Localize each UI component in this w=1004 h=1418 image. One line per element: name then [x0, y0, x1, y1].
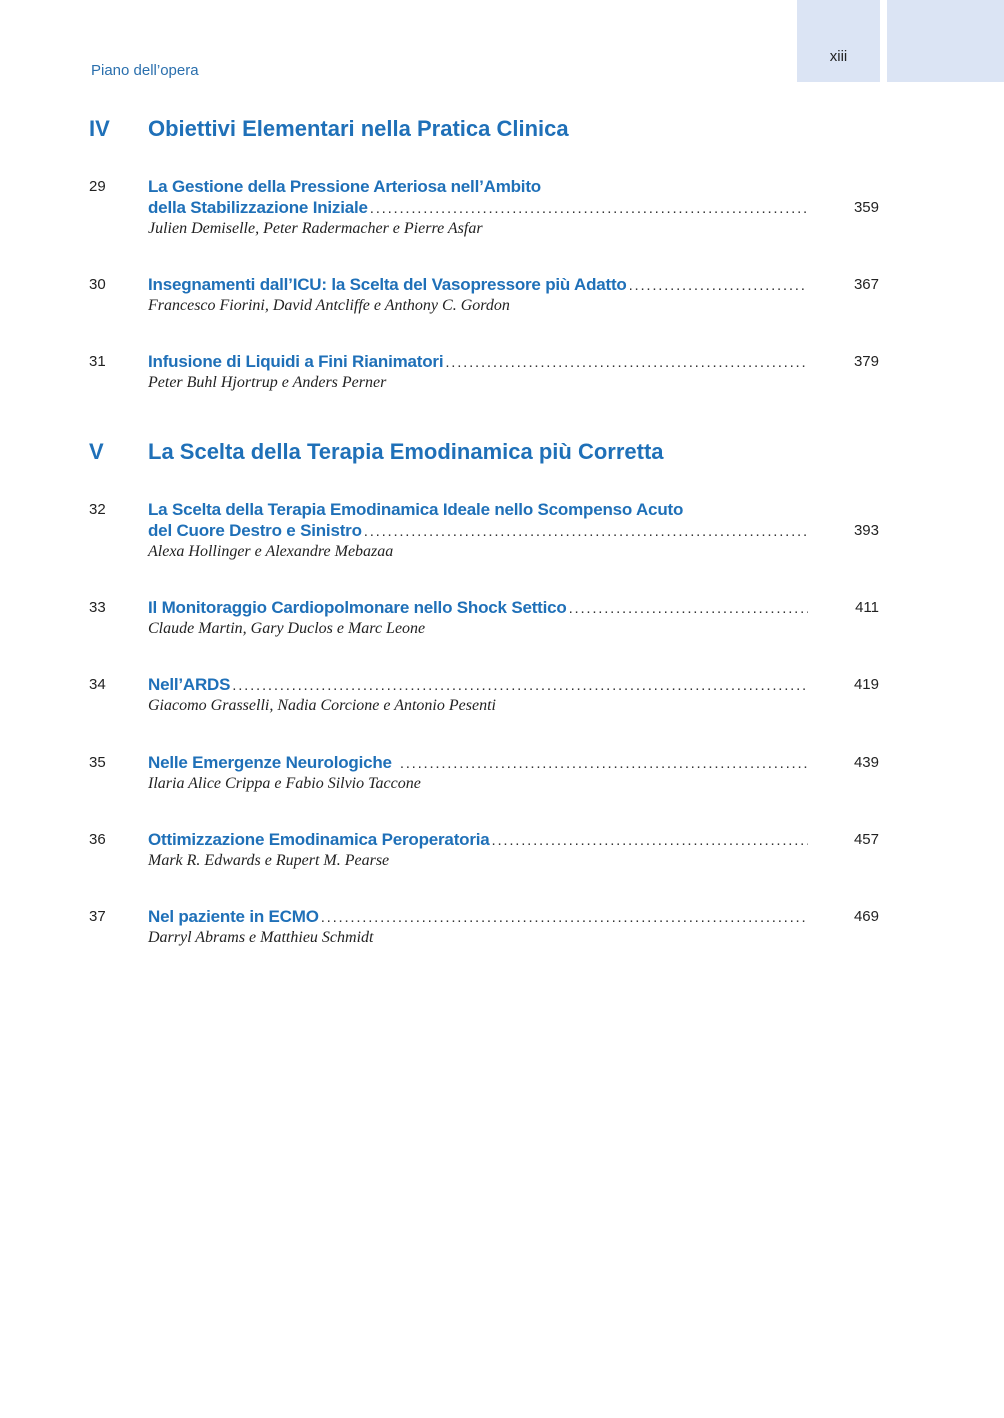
chapter-page: 439	[853, 754, 879, 771]
chapter-title[interactable]: della Stabilizzazione Iniziale	[148, 198, 368, 217]
dot-leader	[569, 598, 808, 619]
dot-leader	[445, 352, 808, 373]
chapter-authors: Darryl Abrams e Matthieu Schmidt	[148, 929, 374, 946]
chapter-title[interactable]: Nelle Emergenze Neurologiche	[148, 753, 392, 772]
chapter-number: 29	[89, 178, 106, 195]
chapter-number: 32	[89, 501, 106, 518]
dot-leader	[400, 753, 808, 774]
chapter-authors: Claude Martin, Gary Duclos e Marc Leone	[148, 620, 426, 637]
chapter-title[interactable]: Il Monitoraggio Cardiopolmonare nello Shock Settico	[148, 598, 567, 617]
dot-leader	[492, 830, 808, 851]
chapter-authors: Julien Demiselle, Peter Radermacher e Pierre Asfar	[148, 220, 483, 237]
chapter-title[interactable]: La Gestione della Pressione Arteriosa nell’Ambito	[148, 177, 541, 196]
dot-leader	[232, 675, 808, 696]
chapter-page: 419	[853, 676, 879, 693]
part-title: La Scelta della Terapia Emodinamica più Corretta	[148, 439, 664, 464]
chapter-title[interactable]: del Cuore Destro e Sinistro	[148, 521, 362, 540]
chapter-page: 367	[853, 276, 879, 293]
chapter-authors: Alexa Hollinger e Alexandre Mebazaa	[148, 543, 394, 560]
chapter-page: 469	[853, 908, 879, 925]
chapter-number: 37	[89, 908, 106, 925]
chapter-title[interactable]: Insegnamenti dall’ICU: la Scelta del Vasopressore più Adatto	[148, 275, 627, 294]
chapter-page: 457	[853, 831, 879, 848]
chapter-authors: Peter Buhl Hjortrup e Anders Perner	[148, 374, 387, 391]
chapter-authors: Francesco Fiorini, David Antcliffe e Anthony C. Gordon	[148, 297, 510, 314]
dot-leader	[321, 907, 808, 928]
chapter-title[interactable]: La Scelta della Terapia Emodinamica Ideale nello Scompenso Acuto	[148, 500, 684, 519]
part-number: IV	[89, 116, 110, 141]
chapter-page: 393	[853, 522, 879, 539]
chapter-title[interactable]: Nell’ARDS	[148, 675, 231, 694]
dot-leader	[364, 521, 808, 542]
chapter-title[interactable]: Nel paziente in ECMO	[148, 907, 319, 926]
running-header: Piano dell’opera	[91, 62, 199, 79]
chapter-number: 36	[89, 831, 106, 848]
chapter-number: 35	[89, 754, 106, 771]
chapter-authors: Ilaria Alice Crippa e Fabio Silvio Taccone	[148, 775, 421, 792]
page-number: xiii	[829, 48, 848, 65]
edge-tab	[887, 0, 1004, 82]
chapter-number: 30	[89, 276, 106, 293]
chapter-title[interactable]: Infusione di Liquidi a Fini Rianimatori	[148, 352, 444, 371]
page-tab	[797, 0, 880, 82]
dot-leader	[629, 275, 808, 296]
chapter-page: 411	[855, 599, 879, 616]
chapter-number: 31	[89, 353, 106, 370]
chapter-number: 34	[89, 676, 106, 693]
chapter-authors: Giacomo Grasselli, Nadia Corcione e Antonio Pesenti	[148, 697, 496, 714]
part-number: V	[89, 439, 104, 464]
chapter-number: 33	[89, 599, 106, 616]
part-title: Obiettivi Elementari nella Pratica Clinica	[148, 116, 569, 141]
chapter-page: 379	[853, 353, 879, 370]
dot-leader	[370, 198, 808, 219]
chapter-page: 359	[853, 199, 879, 216]
chapter-title[interactable]: Ottimizzazione Emodinamica Peroperatoria	[148, 830, 490, 849]
chapter-authors: Mark R. Edwards e Rupert M. Pearse	[148, 852, 390, 869]
